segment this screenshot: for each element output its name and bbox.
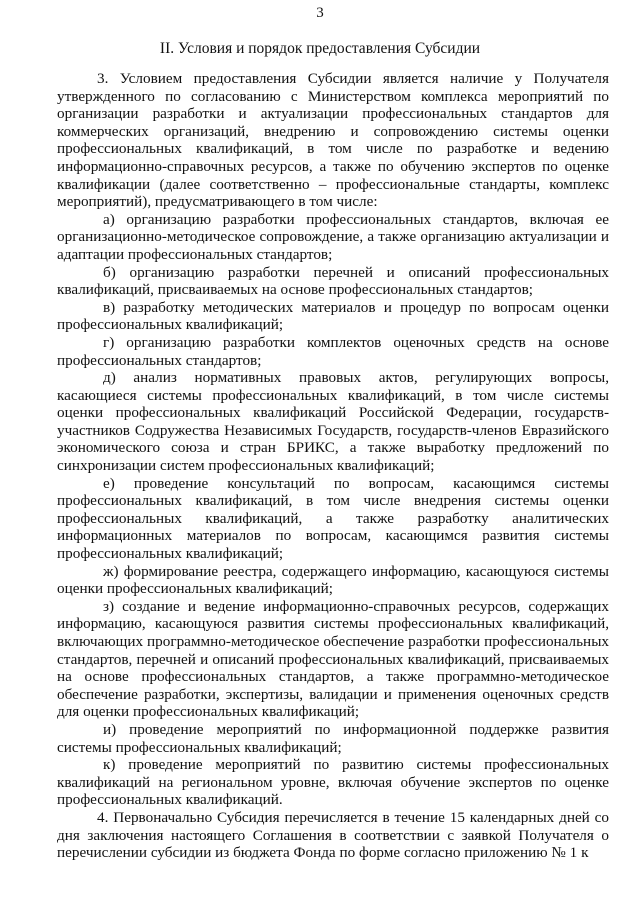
list-item-zh: ж) формирование реестра, содержащего информацию, касающуюся системы оценки профессиональных квалификаций;	[57, 562, 609, 598]
list-item-d: д) анализ нормативных правовых актов, регулирующих вопросы, касающиеся системы профессиональных квалификаций, в том числе системы оценки профессиональных квалификаций Российской Федерации, государств-участников Содружества Независимых Государств, государств-членов Евразийского экономического союза и стран БРИКС, а также выработку предложений по синхронизации систем профессиональных квалификаций;	[57, 369, 609, 475]
list-item-i: и) проведение мероприятий по информационной поддержке развития системы профессиональных квалификаций;	[57, 720, 609, 756]
list-item-v: в) разработку методических материалов и процедур по вопросам оценки профессиональных квалификаций;	[57, 298, 609, 334]
paragraph-3: 3. Условием предоставления Субсидии является наличие у Получателя утвержденного по согласованию с Министерством комплекса мероприятий по организации разработки и актуализации профессиональных стандартов для коммерческих организаций, внедрению и сопровождению системы оценки профессиональных квалификаций, в том числе по разработке и ведению информационно-справочных ресурсов, а также по обучению экспертов по оценке квалификации (далее соответственно – профессиональные стандарты, комплекс мероприятий), предусматривающего в том числе:	[57, 70, 609, 211]
list-item-g: г) организацию разработки комплектов оценочных средств на основе профессиональных стандартов;	[57, 333, 609, 369]
list-item-z: з) создание и ведение информационно-справочных ресурсов, содержащих информацию, касающуюся развития системы профессиональных квалификаций, включающих программно-методическое обеспечение разработки профессиональных стандартов, перечней и описаний профессиональных квалификаций, присваиваемых на основе профессиональных стандартов, а также программно-методическое обеспечение разработки, экспертизы, валидации и применения оценочных средств для оценки профессиональных квалификаций;	[57, 597, 609, 721]
list-item-k: к) проведение мероприятий по развитию системы профессиональных квалификаций на региональном уровне, включая обучение экспертов по оценке профессиональных квалификаций.	[57, 756, 609, 809]
document-body	[57, 70, 609, 862]
page-number: 3	[316, 5, 324, 21]
paragraph-4: 4. Первоначально Субсидия перечисляется в течение 15 календарных дней со дня заключения настоящего Соглашения в соответствии с заявкой Получателя о перечислении субсидии из бюджета Фонда по форме согласно приложению № 1 к	[57, 808, 609, 862]
list-item-b: б) организацию разработки перечней и описаний профессиональных квалификаций, присваиваемых на основе профессиональных стандартов;	[57, 263, 609, 299]
list-item-e: е) проведение консультаций по вопросам, касающимся системы профессиональных квалификаций, в том числе внедрения системы оценки профессиональных квалификаций, а также разработку аналитических информационных материалов по вопросам, касающимся развития системы профессиональных квалификаций;	[57, 474, 609, 563]
list-item-a: а) организацию разработки профессиональных стандартов, включая ее организационно-методическое сопровождение, а также организацию актуализации и адаптации профессиональных стандартов;	[57, 210, 609, 263]
section-title: II. Условия и порядок предоставления Субсидии	[159, 40, 481, 57]
